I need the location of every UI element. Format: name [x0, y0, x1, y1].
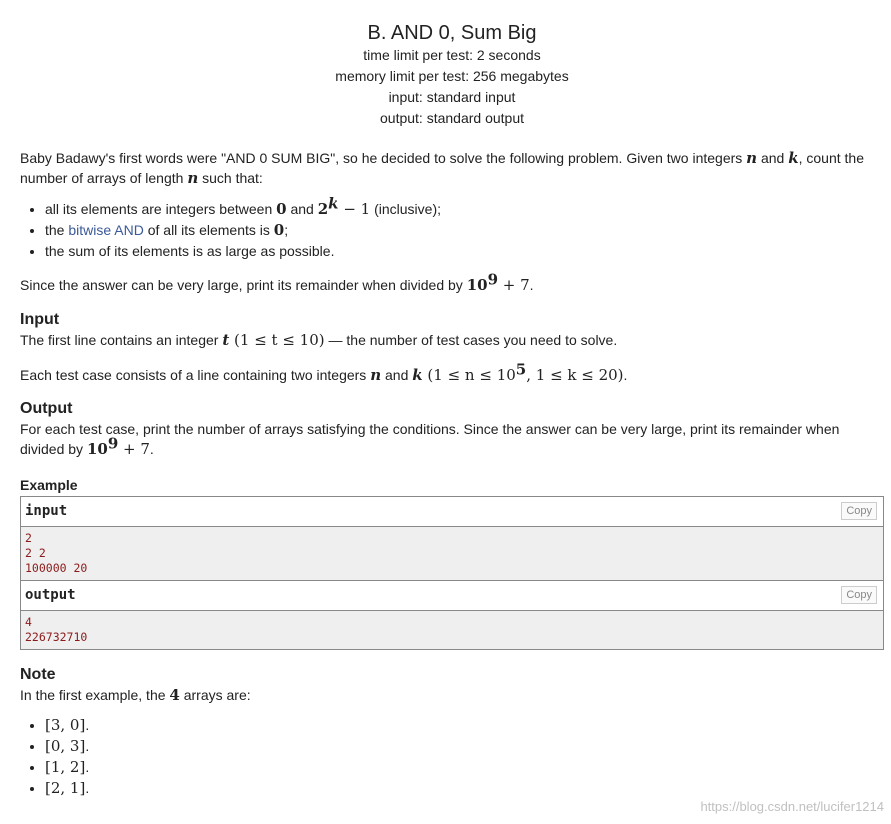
- example-input-box: [20, 496, 884, 581]
- problem-statement: [20, 148, 884, 295]
- output-file: output: standard output: [380, 110, 524, 126]
- note-title: Note: [20, 666, 56, 683]
- note-section: [20, 665, 884, 799]
- input-line-2: Each test case consists of a line containing two integers n and k ($1 \le n \le 10^5$, 1 ≤ k ≤ 20).: [20, 360, 628, 384]
- example-output-line: 4: [25, 615, 32, 629]
- input-file: input: standard input: [388, 89, 516, 105]
- problem-page: [20, 0, 884, 799]
- statement-modulo: Since the answer can be very large, print its remainder when divided by $10^9 + 7$.: [20, 270, 534, 294]
- csdn-watermark: https://blog.csdn.net/lucifer1214: [700, 799, 884, 814]
- condition-sum: • the sum of its elements is as large as possible.: [45, 241, 884, 262]
- problem-title: B. AND 0, Sum Big: [367, 22, 537, 44]
- note-text: In the first example, the 4 arrays are:: [20, 686, 251, 704]
- example-output-line: 226732710: [25, 630, 88, 644]
- note-array-item: • [1, 2].: [45, 757, 884, 778]
- example-input-header: [21, 497, 883, 527]
- note-array-item: • [3, 0].: [45, 715, 884, 736]
- statement-intro: Baby Badawy's first words were "AND 0 SUM BIG", so he decided to solve the following problem. Given two integers n and k, count the number of arrays of length n such that:: [20, 149, 864, 187]
- example-output-body: [21, 611, 883, 649]
- bitwise-and-link[interactable]: bitwise AND: [68, 222, 144, 238]
- input-section-title: Input: [20, 311, 60, 328]
- example-output-header: [21, 581, 883, 611]
- note-array-item: • [2, 1].: [45, 778, 884, 799]
- example-input-label: input: [25, 503, 68, 519]
- example-input-line: 100000 20: [25, 561, 88, 575]
- example-output-box: [20, 581, 884, 650]
- example-title: Example: [20, 477, 78, 493]
- note-array-item: • [0, 3].: [45, 736, 884, 757]
- note-arrays-list: [20, 715, 884, 799]
- condition-and: • the bitwise AND of all its elements is 0;: [45, 220, 884, 241]
- input-line-1: The first line contains an integer t (1 ≤ t ≤ 10) — the number of test cases you need to solve.: [20, 331, 618, 349]
- time-limit: time limit per test: 2 seconds: [363, 47, 541, 63]
- example-section: [20, 476, 884, 650]
- problem-header: [20, 21, 884, 129]
- memory-limit: memory limit per test: 256 megabytes: [335, 68, 569, 84]
- output-text: For each test case, print the number of arrays satisfying the conditions. Since the answer can be very large, print its remainder when divided by $10^9 + 7$.: [20, 421, 840, 458]
- example-output-label: output: [25, 587, 76, 603]
- example-input-line: 2: [25, 531, 32, 545]
- output-section: [20, 399, 884, 459]
- output-section-title: Output: [20, 400, 73, 417]
- example-input-body: [21, 527, 883, 580]
- input-section: [20, 310, 884, 385]
- copy-output-button[interactable]: Copy: [841, 586, 877, 604]
- example-input-line: 2 2: [25, 546, 46, 560]
- condition-range: • all its elements are integers between 0 and $2^k - 1$ (inclusive);: [45, 199, 884, 220]
- copy-input-button[interactable]: Copy: [841, 502, 877, 520]
- conditions-list: [20, 194, 884, 262]
